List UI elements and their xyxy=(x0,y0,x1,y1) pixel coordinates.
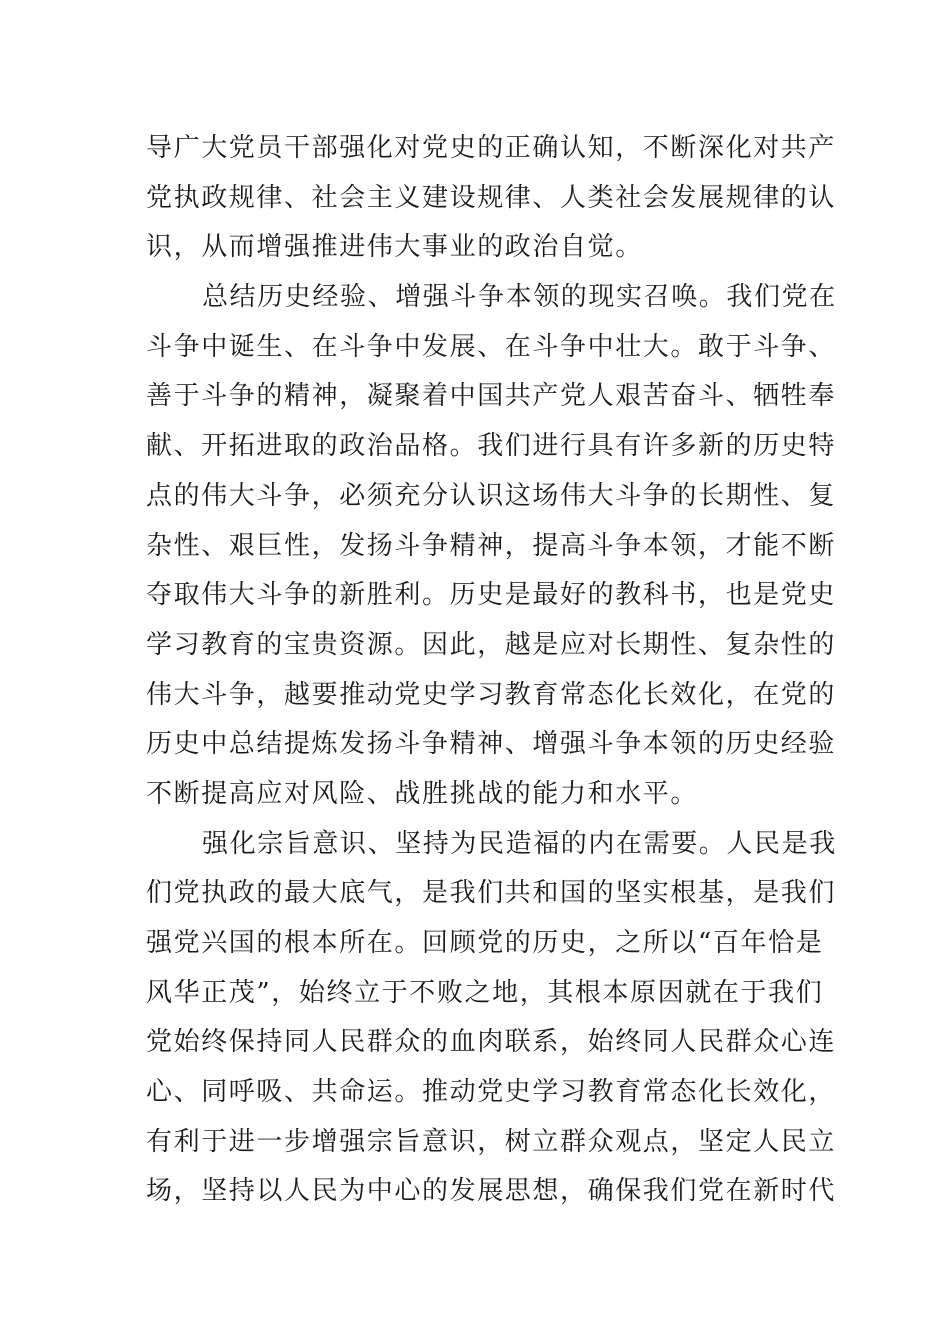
text-line: 风华正茂”，始终立于不败之地，其根本原因就在于我们 xyxy=(146,977,824,1008)
text-line: 有利于进一步增强宗旨意识，树立群众观点，坚定人民立 xyxy=(146,1126,837,1157)
text-line: 强党兴国的根本所在。回顾党的历史，之所以“百年恰是 xyxy=(146,928,824,958)
text-line: 心、同呼吸、共命运。推动党史学习教育常态化长效化， xyxy=(146,1077,837,1108)
text-line: 导广大党员干部强化对党史的正确认知，不断深化对共产 xyxy=(146,133,837,163)
body-text xyxy=(146,124,837,1217)
text-line: 们党执政的最大底气，是我们共和国的坚实根基，是我们 xyxy=(146,878,837,909)
paragraph-continuation xyxy=(146,124,837,273)
text-line: 历史中总结提炼发扬斗争精神、增强斗争本领的历史经验 xyxy=(146,729,837,760)
text-line: 场，坚持以人民为中心的发展思想，确保我们党在新时代 xyxy=(146,1176,837,1207)
text-line: 识，从而增强推进伟大事业的政治自觉。 xyxy=(146,232,643,263)
text-line: 党执政规律、社会主义建设规律、人类社会发展规律的认 xyxy=(146,182,837,213)
text-line: 斗争中诞生、在斗争中发展、在斗争中壮大。敢于斗争、 xyxy=(146,331,837,362)
text-line: 杂性、艰巨性，发扬斗争精神，提高斗争本领，才能不断 xyxy=(146,530,837,561)
text-line: 夺取伟大斗争的新胜利。历史是最好的教科书，也是党史 xyxy=(146,580,837,611)
text-line: 总结历史经验、增强斗争本领的现实召唤。我们党在 xyxy=(202,282,837,313)
text-line: 点的伟大斗争，必须充分认识这场伟大斗争的长期性、复 xyxy=(146,480,837,511)
paragraph-struggle xyxy=(146,273,837,820)
text-line: 学习教育的宝贵资源。因此，越是应对长期性、复杂性的 xyxy=(146,629,837,660)
text-line: 献、开拓进取的政治品格。我们进行具有许多新的历史特 xyxy=(146,431,837,462)
text-line: 不断提高应对风险、战胜挑战的能力和水平。 xyxy=(146,778,699,809)
paragraph-people xyxy=(146,820,837,1218)
text-line: 善于斗争的精神，凝聚着中国共产党人艰苦奋斗、牺牲奉 xyxy=(146,381,837,412)
text-line: 伟大斗争，越要推动党史学习教育常态化长效化，在党的 xyxy=(146,679,837,710)
text-line: 党始终保持同人民群众的血肉联系，始终同人民群众心连 xyxy=(146,1027,837,1058)
text-line: 强化宗旨意识、坚持为民造福的内在需要。人民是我 xyxy=(202,828,837,859)
